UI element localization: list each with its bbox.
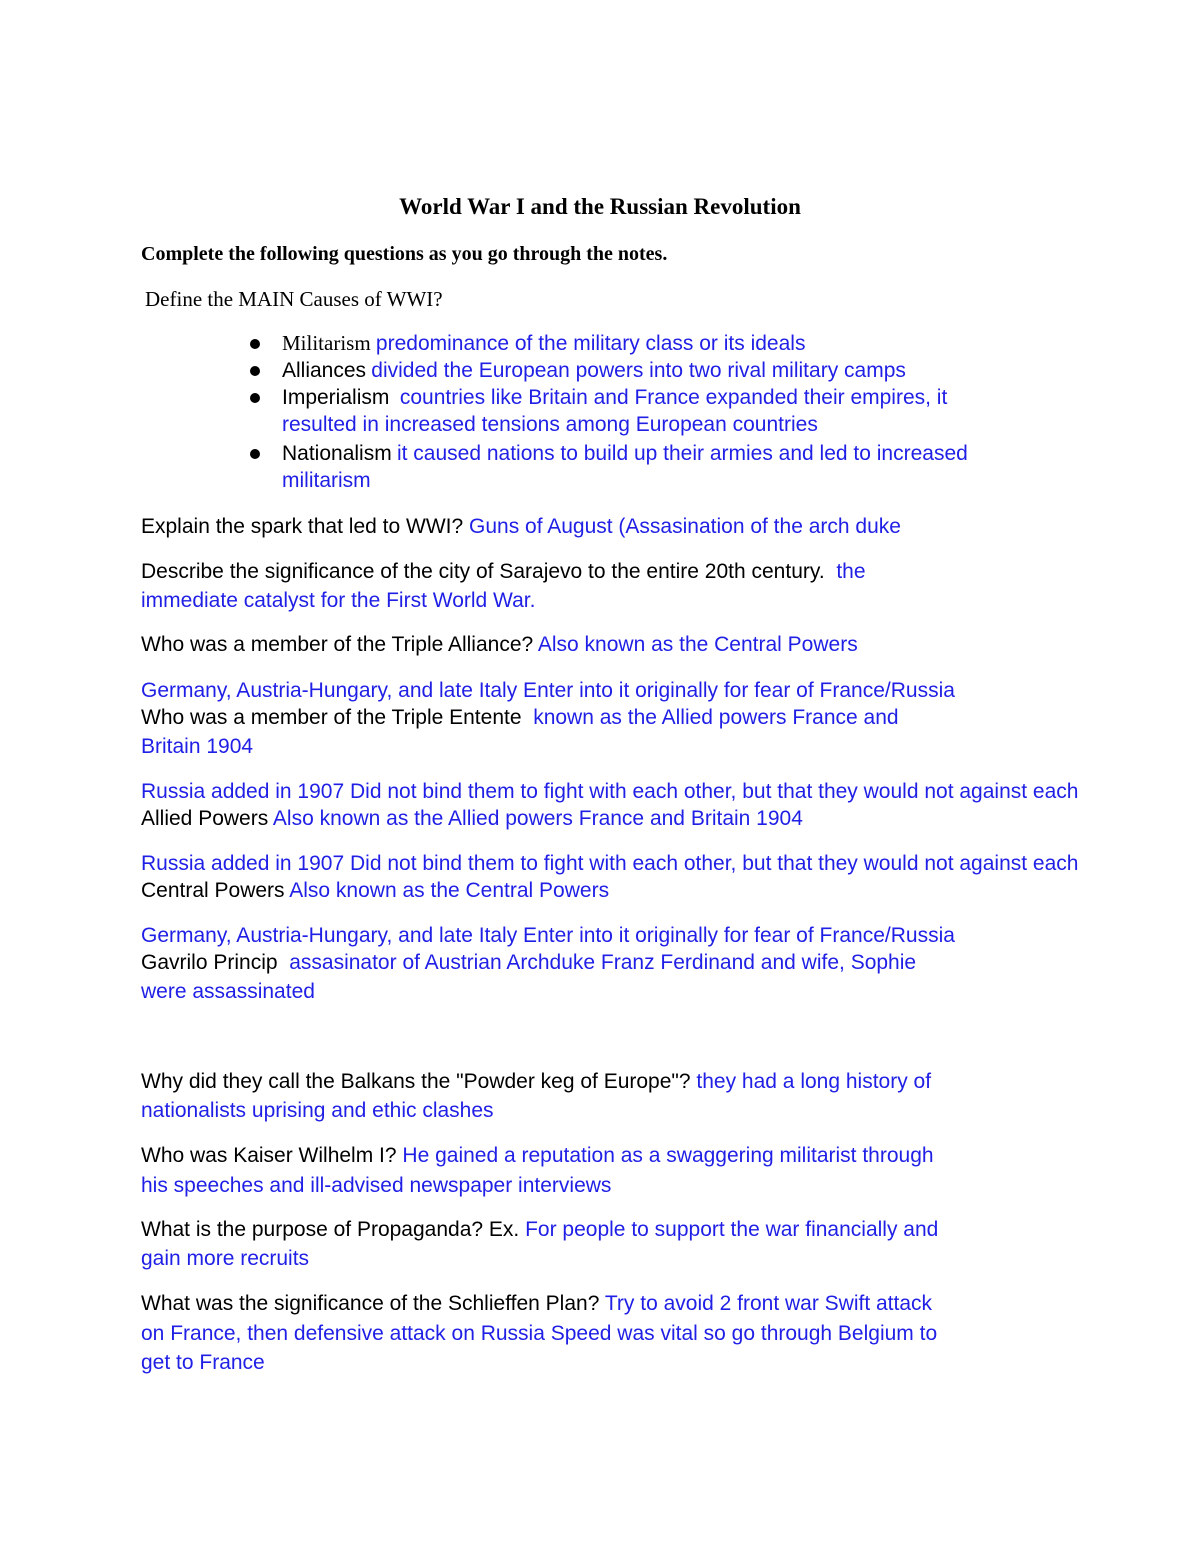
answer-text: immediate catalyst for the First World War.: [141, 589, 536, 612]
question-text: What is the purpose of Propaganda? Ex.: [141, 1218, 520, 1241]
cause-term: Militarism: [282, 331, 371, 355]
qa-line: [141, 677, 955, 705]
qa-line: [141, 922, 955, 950]
qa-line: [141, 704, 899, 732]
instructions: Complete the following questions as you go through the notes.: [141, 243, 668, 265]
question-text: Who was a member of the Triple Entente: [141, 706, 522, 729]
answer-text: Germany, Austria-Hungary, and late Italy Enter into it originally for fear of France/Russia: [141, 679, 955, 702]
causes-prompt: Define the MAIN Causes of WWI?: [145, 287, 443, 311]
list-item: [248, 357, 968, 384]
qa-line: [141, 1290, 932, 1318]
question-text: Explain the spark that led to WWI?: [141, 515, 464, 538]
qa-line: [141, 631, 858, 659]
qa-line: [141, 1142, 934, 1170]
qa-line: [141, 587, 535, 615]
question-text: What was the significance of the Schlieffen Plan?: [141, 1292, 600, 1315]
answer-text: Russia added in 1907 Did not bind them to fight with each other, but that they would not against each: [141, 852, 1079, 875]
answer-text: Also known as the Central Powers: [537, 633, 858, 656]
answer-text: they had a long history of: [696, 1070, 932, 1093]
list-item: [248, 384, 968, 438]
answer-text: He gained a reputation as a swaggering militarist through: [402, 1144, 934, 1167]
answer-text: on France, then defensive attack on Russia Speed was vital so go through Belgium to: [141, 1322, 938, 1345]
causes-list: [248, 330, 968, 494]
qa-line: [141, 1320, 937, 1348]
answer-text: Guns of August (Assasination of the arch duke: [469, 515, 901, 538]
cause-term: Imperialism: [282, 386, 390, 409]
cause-answer-continued: resulted in increased tensions among European countries: [282, 413, 818, 436]
page-title: World War I and the Russian Revolution: [399, 194, 801, 219]
cause-answer-continued: militarism: [282, 469, 371, 492]
question-text: Central Powers: [141, 879, 285, 902]
answer-text: nationalists uprising and ethic clashes: [141, 1099, 494, 1122]
answer-text: his speeches and ill-advised newspaper interviews: [141, 1174, 612, 1197]
answer-text: gain more recruits: [141, 1247, 310, 1270]
qa-line: [141, 1349, 265, 1377]
answer-text: Germany, Austria-Hungary, and late Italy Enter into it originally for fear of France/Russia: [141, 924, 955, 947]
answer-text: were assassinated: [141, 980, 315, 1003]
cause-answer: divided the European powers into two rival military camps: [371, 359, 906, 382]
answer-text: known as the Allied powers France and: [533, 706, 899, 729]
answer-text: Also known as the Central Powers: [289, 879, 610, 902]
qa-line: [141, 1172, 611, 1200]
qa-line: [141, 850, 1078, 878]
question-text: Who was Kaiser Wilhelm I?: [141, 1144, 397, 1167]
cause-answer: predominance of the military class or its ideals: [375, 332, 806, 355]
question-text: Allied Powers: [141, 807, 269, 830]
bullet-icon: [250, 339, 260, 349]
qa-line: [141, 733, 253, 761]
question-text: Gavrilo Princip: [141, 951, 278, 974]
answer-text: the: [836, 560, 866, 583]
bullet-icon: [250, 366, 260, 376]
answer-text: get to France: [141, 1351, 265, 1374]
qa-line: [141, 1216, 938, 1244]
answer-text: assasinator of Austrian Archduke Franz Ferdinand and wife, Sophie: [289, 951, 917, 974]
qa-line: [141, 978, 315, 1006]
answer-text: Britain 1904: [141, 735, 254, 758]
qa-line: [141, 558, 866, 586]
list-item: [248, 440, 968, 494]
cause-answer: it caused nations to build up their armies and led to increased: [396, 442, 968, 465]
qa-line: [141, 513, 901, 541]
qa-line: [141, 778, 1078, 806]
answer-text: Russia added in 1907 Did not bind them to fight with each other, but that they would not against each: [141, 780, 1079, 803]
bullet-icon: [250, 449, 260, 459]
answer-text: Also known as the Allied powers France and Britain 1904: [272, 807, 803, 830]
list-item: [248, 330, 968, 357]
question-text: Why did they call the Balkans the "Powder keg of Europe"?: [141, 1070, 691, 1093]
question-text: Describe the significance of the city of Sarajevo to the entire 20th century.: [141, 560, 825, 583]
cause-answer: countries like Britain and France expanded their empires, it: [399, 386, 948, 409]
answer-text: For people to support the war financially and: [525, 1218, 939, 1241]
cause-term: Alliances: [282, 359, 367, 382]
qa-line: [141, 877, 609, 905]
qa-line: [141, 1245, 309, 1273]
bullet-icon: [250, 393, 260, 403]
qa-line: [141, 949, 916, 977]
qa-line: [141, 1068, 931, 1096]
cause-term: Nationalism: [282, 442, 392, 465]
qa-line: [141, 805, 803, 833]
answer-text: Try to avoid 2 front war Swift attack: [604, 1292, 933, 1315]
qa-line: [141, 1097, 494, 1125]
question-text: Who was a member of the Triple Alliance?: [141, 633, 534, 656]
